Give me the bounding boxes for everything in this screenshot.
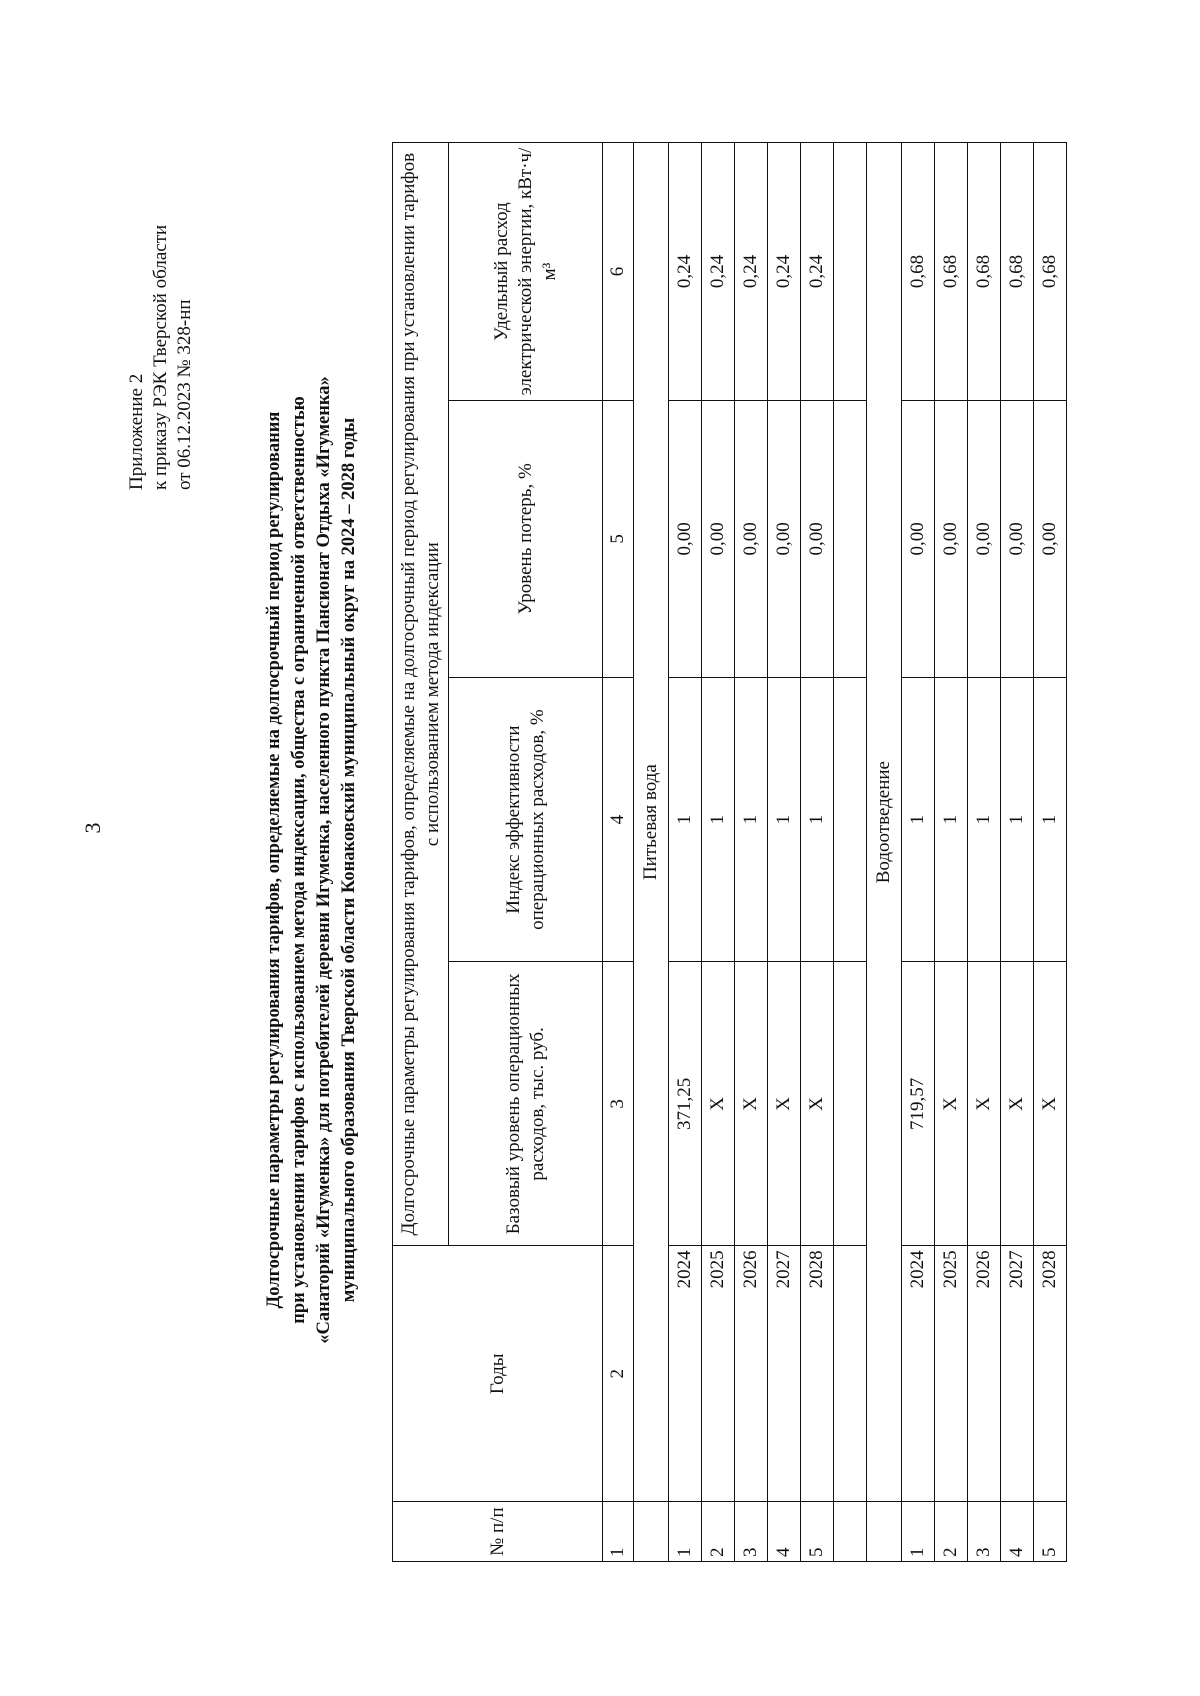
numbering-row <box>603 143 634 1562</box>
section-row <box>634 143 669 1562</box>
title-line-2: при установлении тарифов с использованием метода индексации, общества с ограниченной ответственностью <box>289 396 309 1324</box>
header-losses: Уровень потерь, % <box>449 400 603 677</box>
row-base: X <box>702 962 735 1246</box>
row-energy: 0,68 <box>968 143 1001 401</box>
table-row <box>702 143 735 1562</box>
row-base: 719,57 <box>902 962 935 1246</box>
row-energy: 0,24 <box>768 143 801 401</box>
rotated-page-content <box>22 60 1182 1680</box>
row-index: 1 <box>1001 677 1034 962</box>
row-index: 1 <box>1034 677 1067 962</box>
row-energy: 0,68 <box>1034 143 1067 401</box>
col-number: 2 <box>603 1246 634 1502</box>
title-line-3: «Санаторий «Игуменка» для потребителей деревни Игуменка, населенного пункта Пансионат Отдыха «Игуменка» <box>314 376 334 1344</box>
section-row <box>867 143 902 1562</box>
row-base: X <box>735 962 768 1246</box>
row-losses: 0,00 <box>801 400 834 677</box>
table-row <box>968 143 1001 1562</box>
row-year: 2027 <box>768 1246 801 1502</box>
row-num: 2 <box>702 1502 735 1562</box>
section-title: Питьевая вода <box>634 143 669 1502</box>
row-index: 1 <box>935 677 968 962</box>
row-year: 2025 <box>935 1246 968 1502</box>
table-row <box>669 143 702 1562</box>
table-row <box>1034 143 1067 1562</box>
row-year: 2028 <box>1034 1246 1067 1502</box>
row-num: 5 <box>801 1502 834 1562</box>
page-number: 3 <box>80 822 105 834</box>
row-losses: 0,00 <box>968 400 1001 677</box>
row-energy: 0,24 <box>735 143 768 401</box>
title-line-1: Долгосрочные параметры регулирования тарифов, определяемые на долгосрочный период регулирования <box>264 411 284 1309</box>
row-num: 3 <box>735 1502 768 1562</box>
row-energy: 0,68 <box>902 143 935 401</box>
row-num: 3 <box>968 1502 1001 1562</box>
row-base: X <box>968 962 1001 1246</box>
section-title: Водоотведение <box>867 143 902 1502</box>
table-row <box>801 143 834 1562</box>
row-base: X <box>801 962 834 1246</box>
row-num: 4 <box>768 1502 801 1562</box>
col-number: 6 <box>603 143 634 401</box>
row-base: X <box>935 962 968 1246</box>
spacer-row <box>834 143 867 1562</box>
row-losses: 0,00 <box>702 400 735 677</box>
table-row <box>902 143 935 1562</box>
row-year: 2028 <box>801 1246 834 1502</box>
row-losses: 0,00 <box>768 400 801 677</box>
table-row <box>1001 143 1034 1562</box>
col-number: 3 <box>603 962 634 1246</box>
row-year: 2026 <box>968 1246 1001 1502</box>
header-num: № п/п <box>393 1502 603 1562</box>
row-base: X <box>768 962 801 1246</box>
row-year: 2025 <box>702 1246 735 1502</box>
row-index: 1 <box>768 677 801 962</box>
row-index: 1 <box>801 677 834 962</box>
header-years: Годы <box>393 1246 603 1502</box>
row-energy: 0,24 <box>801 143 834 401</box>
row-losses: 0,00 <box>669 400 702 677</box>
table-row <box>735 143 768 1562</box>
header-group: Долгосрочные параметры регулирования тарифов, определяемые на долгосрочный период регулирования при установлении тарифов с использованием метода индексации <box>393 143 449 1246</box>
col-number: 4 <box>603 677 634 962</box>
row-num: 5 <box>1034 1502 1067 1562</box>
row-index: 1 <box>735 677 768 962</box>
document-title <box>262 160 362 1560</box>
row-num: 2 <box>935 1502 968 1562</box>
row-num: 4 <box>1001 1502 1034 1562</box>
col-number: 1 <box>603 1502 634 1562</box>
row-energy: 0,24 <box>669 143 702 401</box>
appendix-line-2: к приказу РЭК Тверской области <box>150 224 171 490</box>
row-losses: 0,00 <box>735 400 768 677</box>
row-year: 2027 <box>1001 1246 1034 1502</box>
row-losses: 0,00 <box>935 400 968 677</box>
row-base: X <box>1001 962 1034 1246</box>
row-base: 371,25 <box>669 962 702 1246</box>
appendix-line-1: Приложение 2 <box>126 373 147 490</box>
row-base: X <box>1034 962 1067 1246</box>
appendix-block <box>125 225 197 490</box>
row-num: 1 <box>902 1502 935 1562</box>
row-losses: 0,00 <box>902 400 935 677</box>
row-energy: 0,24 <box>702 143 735 401</box>
title-line-4: муниципального образования Тверской области Конаковский муниципальный округ на 2024 – 2028 годы <box>339 417 359 1303</box>
row-energy: 0,68 <box>1001 143 1034 401</box>
appendix-line-3: от 06.12.2023 № 328-нп <box>174 299 195 490</box>
col-number: 5 <box>603 400 634 677</box>
row-index: 1 <box>968 677 1001 962</box>
row-losses: 0,00 <box>1034 400 1067 677</box>
row-index: 1 <box>669 677 702 962</box>
row-year: 2026 <box>735 1246 768 1502</box>
row-year: 2024 <box>902 1246 935 1502</box>
table-row <box>768 143 801 1562</box>
row-losses: 0,00 <box>1001 400 1034 677</box>
header-energy: Удельный расход электрической энергии, кВт·ч/м³ <box>449 143 603 401</box>
row-index: 1 <box>702 677 735 962</box>
row-energy: 0,68 <box>935 143 968 401</box>
row-year: 2024 <box>669 1246 702 1502</box>
row-index: 1 <box>902 677 935 962</box>
row-num: 1 <box>669 1502 702 1562</box>
tariff-parameters-table <box>392 142 1067 1562</box>
header-index: Индекс эффективности операционных расходов, % <box>449 677 603 962</box>
header-base: Базовый уровень операционных расходов, тыс. руб. <box>449 962 603 1246</box>
table-row <box>935 143 968 1562</box>
